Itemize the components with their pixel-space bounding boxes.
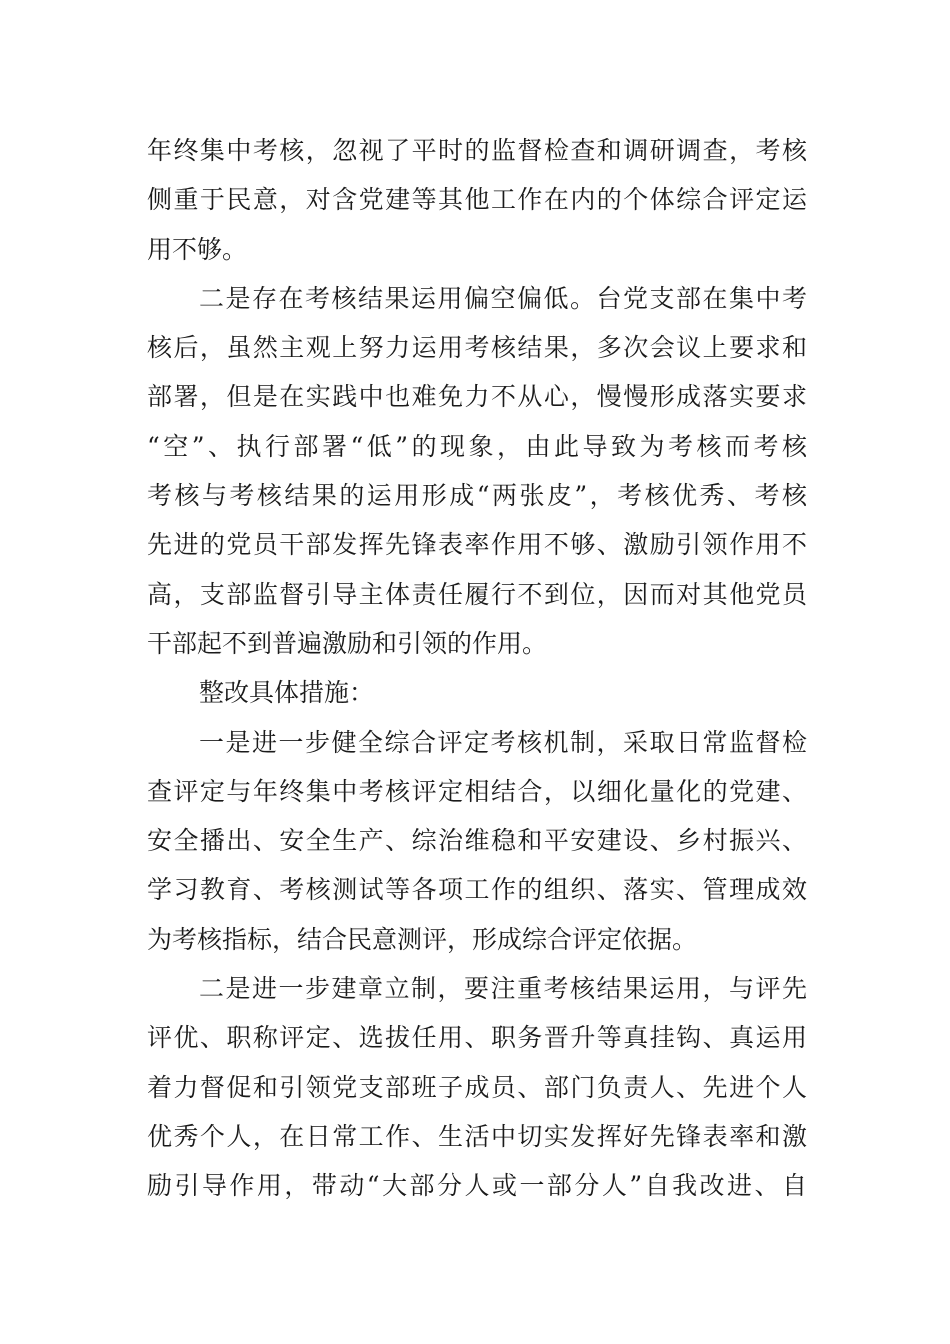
paragraph-measure-two bbox=[147, 964, 807, 1210]
text-line: 一是进一步健全综合评定考核机制，采取日常监督检 bbox=[199, 727, 807, 757]
text-line: 优秀个人，在日常工作、生活中切实发挥好先锋表率和激 bbox=[147, 1121, 807, 1151]
heading-line: 整改具体措施： bbox=[199, 678, 375, 708]
paragraph-continuation bbox=[147, 126, 807, 274]
text-line: 年终集中考核，忽视了平时的监督检查和调研调查，考核 bbox=[147, 136, 807, 165]
paragraph-issue-two bbox=[147, 274, 807, 668]
text-line: 安全播出、安全生产、综治维稳和平安建设、乡村振兴、 bbox=[147, 826, 807, 856]
text-line: 高，支部监督引导主体责任履行不到位，因而对其他党员 bbox=[147, 579, 807, 609]
section-heading bbox=[147, 668, 807, 717]
text-line: 核后，虽然主观上努力运用考核结果，多次会议上要求和 bbox=[147, 333, 807, 363]
text-line: 查评定与年终集中考核评定相结合，以细化量化的党建、 bbox=[147, 776, 807, 806]
text-line: 着力督促和引领党支部班子成员、部门负责人、先进个人 bbox=[147, 1072, 807, 1102]
text-line: 为考核指标，结合民意测评，形成综合评定依据。 bbox=[147, 924, 698, 954]
text-line: 先进的党员干部发挥先锋表率作用不够、激励引领作用不 bbox=[147, 530, 807, 560]
text-line: 部署，但是在实践中也难免力不从心，慢慢形成落实要求 bbox=[147, 382, 807, 412]
text-line: 侧重于民意，对含党建等其他工作在内的个体综合评定运 bbox=[147, 185, 807, 215]
text-line: 考核与考核结果的运用形成“两张皮”，考核优秀、考核 bbox=[147, 481, 807, 511]
text-line: “空”、执行部署“低”的现象，由此导致为考核而考核 bbox=[147, 431, 807, 461]
text-line: 二是进一步建章立制，要注重考核结果运用，与评先 bbox=[199, 974, 807, 1004]
body-text bbox=[147, 126, 807, 1211]
text-line: 用不够。 bbox=[147, 234, 248, 264]
text-line: 干部起不到普遍激励和引领的作用。 bbox=[147, 628, 548, 658]
text-line: 二是存在考核结果运用偏空偏低。台党支部在集中考 bbox=[199, 283, 807, 313]
text-line: 学习教育、考核测试等各项工作的组织、落实、管理成效 bbox=[147, 875, 807, 905]
text-line: 评优、职称评定、选拔任用、职务晋升等真挂钩、真运用 bbox=[147, 1023, 807, 1053]
paragraph-measure-one bbox=[147, 718, 807, 964]
text-line: 励引导作用，带动“大部分人或一部分人”自我改进、自 bbox=[147, 1171, 807, 1201]
